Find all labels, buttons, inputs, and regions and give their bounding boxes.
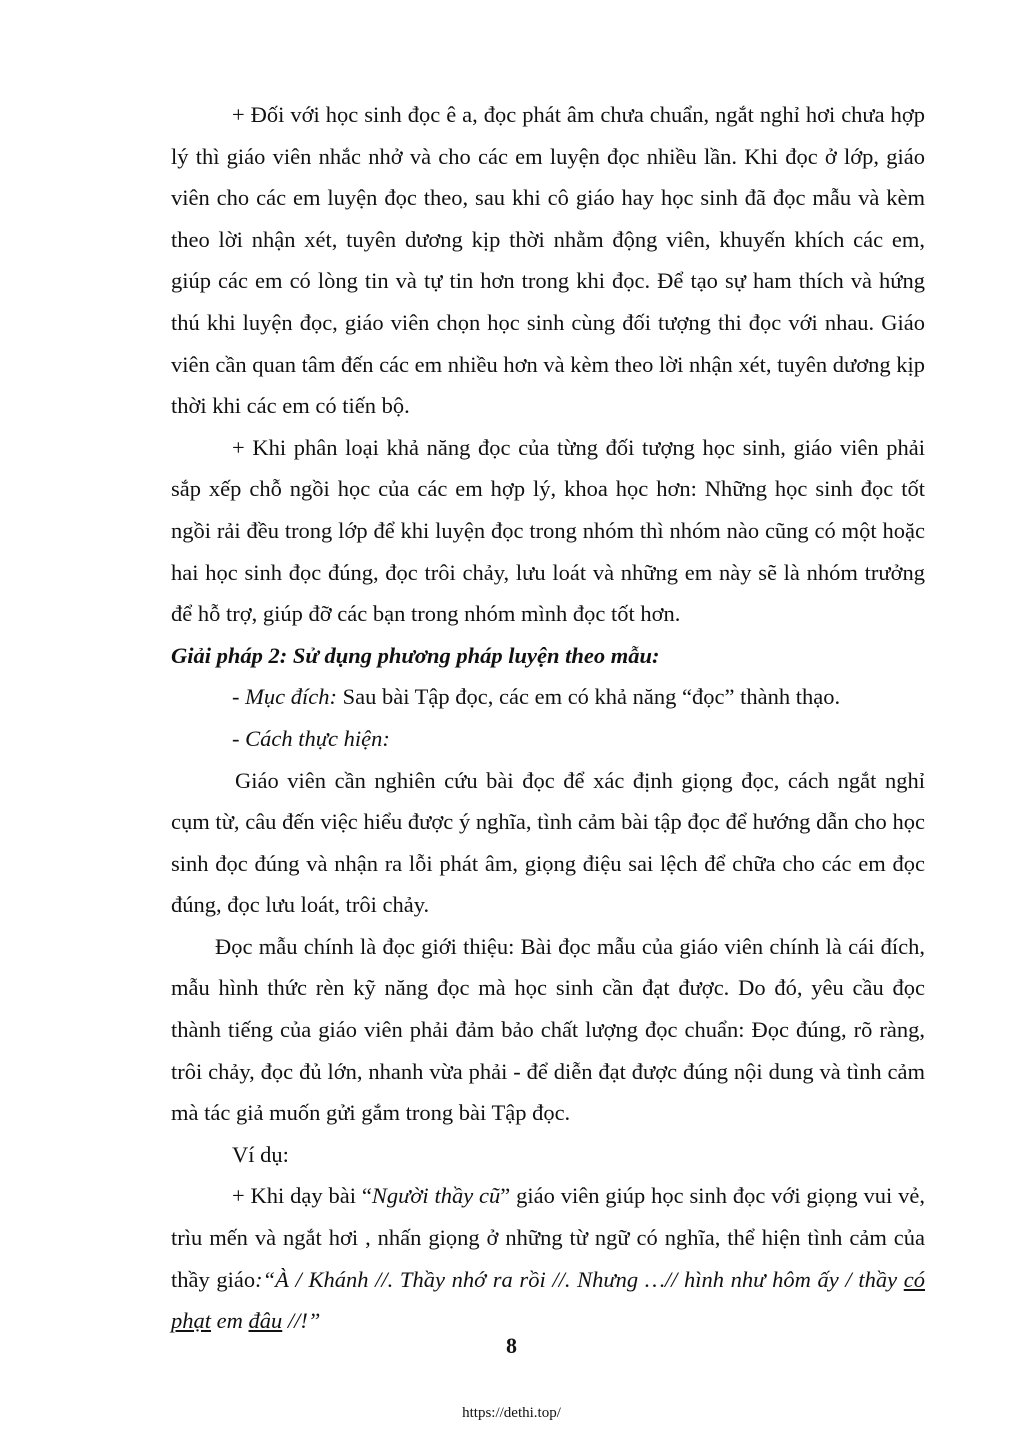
paragraph-model-reading: Đọc mẫu chính là đọc giới thiệu: Bài đọc mẫu của giáo viên chính là cái đích, mẫu hình thức rèn kỹ năng đọc mà học sinh cần đạt được. Do đó, yêu cầu đọc thành tiếng của giáo viên phải đảm bảo chất lượng đọc chuẩn: Đọc đúng, rõ ràng, trôi chảy, đọc đủ lớn, nhanh vừa phải - để diễn đạt được đúng nội dung và tình cảm mà tác giả muốn gửi gắm trong bài Tập đọc. — [171, 933, 925, 1126]
quote-underlined-2: đâu — [248, 1308, 283, 1334]
purpose-label: - Mục đích: — [232, 684, 337, 710]
example-text-middle: ” giáo viên giúp học sinh đọc với giọng vui vẻ, trìu mến và ngắt hơi , nhấn giọng ở những từ ngữ có nghĩa, thể hiện tình cảm của thầy giáo — [171, 1183, 925, 1292]
lesson-title: Người thầy cũ — [371, 1183, 501, 1209]
example-label: Ví dụ: — [232, 1141, 289, 1167]
quote-part-2: em — [211, 1308, 249, 1334]
quote-part-3: //!” — [282, 1308, 321, 1334]
paragraph-reading-practice: + Đối với học sinh đọc ê a, đọc phát âm chưa chuẩn, ngắt nghỉ hơi chưa hợp lý thì giáo viên nhắc nhở và cho các em luyện đọc nhiều lần. Khi đọc ở lớp, giáo viên cho các em luyện đọc theo, sau khi cô giáo hay học sinh đã đọc mẫu và kèm theo lời nhận xét, tuyên dương kịp thời nhằm động viên, khuyến khích các em, giúp các em có lòng tin và tự tin hơn trong khi đọc. Để tạo sự ham thích và hứng thú khi luyện đọc, giáo viên chọn học sinh cùng đối tượng thi đọc với nhau. Giáo viên cần quan tâm đến các em nhiều hơn và kèm theo lời nhận xét, tuyên dương kịp thời khi các em có tiến bộ. — [171, 102, 925, 419]
page-number: 8 — [506, 1333, 517, 1358]
quote-part-1: :“À / Khánh //. Thầy nhớ ra rồi //. Nhưng …// hình như hôm ấy / thầy — [255, 1266, 904, 1292]
paragraph-method: Giáo viên cần nghiên cứu bài đọc để xác định giọng đọc, cách ngắt nghỉ cụm từ, câu đến việc hiểu được ý nghĩa, tình cảm bài tập đọc để hướng dẫn cho học sinh đọc đúng và nhận ra lỗi phát âm, giọng điệu sai lệch để chữa cho các em đọc đúng, đọc lưu loát, trôi chảy. — [171, 767, 925, 918]
paragraph-example — [171, 1175, 925, 1341]
example-quote — [171, 1267, 925, 1334]
method-label: - Cách thực hiện: — [232, 725, 390, 751]
quote-underlined-1: có phạt — [171, 1266, 925, 1334]
purpose-line — [171, 676, 925, 718]
paragraph-seating: + Khi phân loại khả năng đọc của từng đối tượng học sinh, giáo viên phải sắp xếp chỗ ngồi học của các em hợp lý, khoa học hơn: Những học sinh đọc tốt ngồi rải đều trong lớp để khi luyện đọc trong nhóm thì nhóm nào cũng có một hoặc hai học sinh đọc đúng, đọc trôi chảy, lưu loát và những em này sẽ là nhóm trưởng để hỗ trợ, giúp đỡ các bạn trong nhóm mình đọc tốt hơn. — [171, 434, 925, 627]
example-text-start: + Khi dạy bài “ — [232, 1183, 372, 1209]
solution-heading: Giải pháp 2: Sử dụng phương pháp luyện theo mẫu: — [171, 642, 660, 668]
page-content — [171, 94, 925, 1342]
purpose-text: Sau bài Tập đọc, các em có khả năng “đọc” thành thạo. — [336, 684, 841, 710]
footer-url[interactable]: https://dethi.top/ — [462, 1405, 561, 1421]
